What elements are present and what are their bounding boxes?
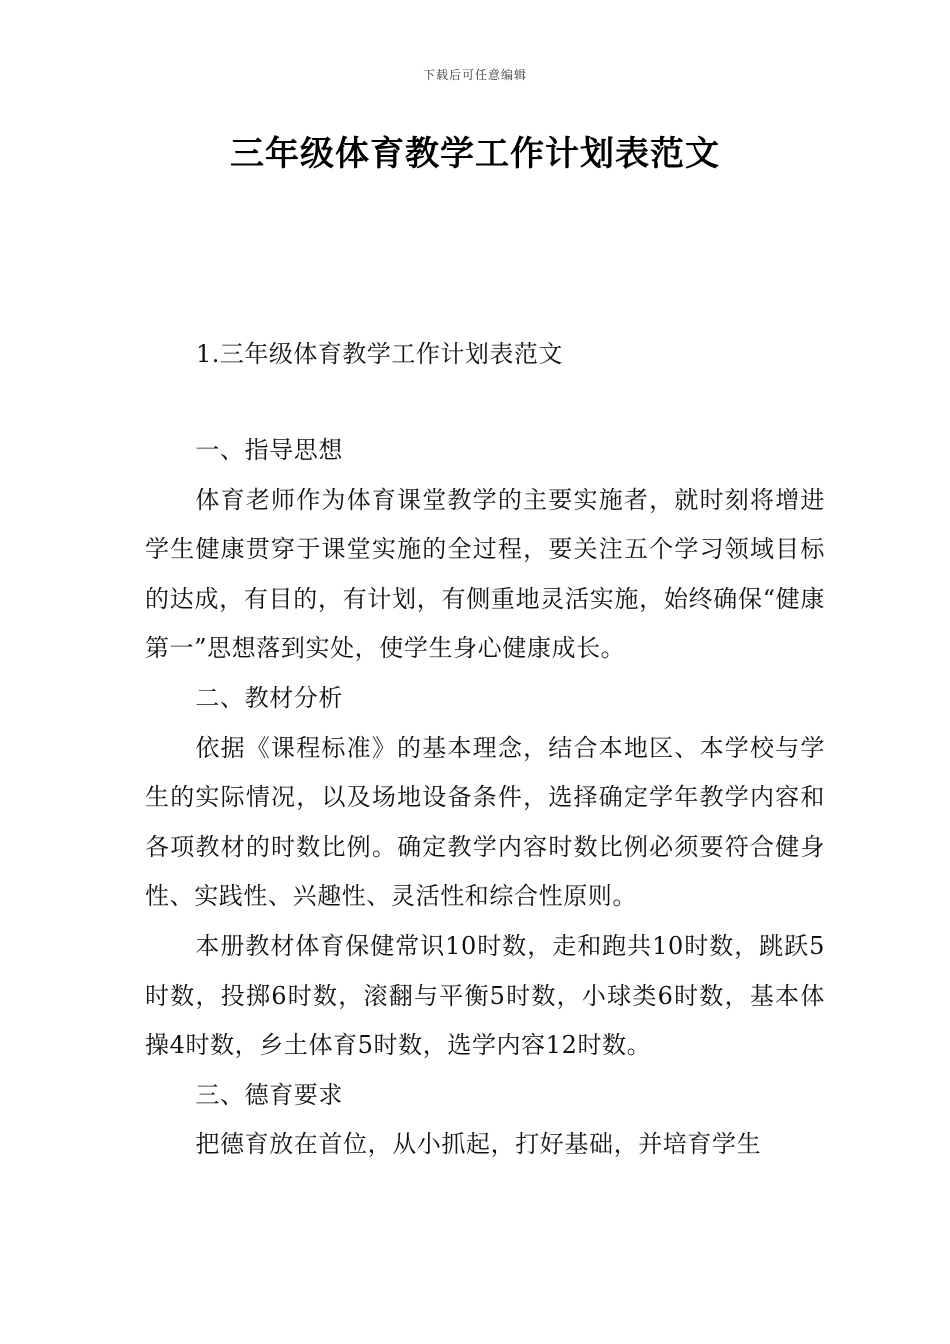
paragraph-moral-requirements: 把德育放在首位，从小抓起，打好基础，并培育学生 [195, 1130, 762, 1159]
section-title: 1.三年级体育教学工作计划表范文 [196, 340, 563, 368]
heading-material-analysis: 二、教材分析 [195, 683, 343, 712]
heading-moral-requirements: 三、德育要求 [195, 1080, 343, 1109]
document-title: 三年级体育教学工作计划表范文 [230, 134, 720, 174]
paragraph-guiding-ideology: 体育老师作为体育课堂教学的主要实施者，就时刻将增进学生健康贯穿于课堂实施的全过程，要关注五个学习领域目标的达成，有目的，有计划，有侧重地灵活实施，始终确保“健康第一”思想落到实处，使学生身心健康成长。 [145, 485, 825, 663]
paragraph-hours-allocation: 本册教材体育保健常识10时数，走和跑共10时数，跳跃5时数，投掷6时数，滚翻与平衡5时数，小球类6时数，基本体操4时数，乡土体育5时数，选学内容12时数。 [145, 931, 825, 1060]
header-note: 下载后可任意编辑 [422, 68, 527, 82]
paragraph-material-analysis: 依据《课程标准》的基本理念，结合本地区、本学校与学生的实际情况，以及场地设备条件，选择确定学年教学内容和各项教材的时数比例。确定教学内容时数比例必须要符合健身性、实践性、兴趣性、灵活性和综合性原则。 [145, 733, 825, 911]
heading-guiding-ideology: 一、指导思想 [195, 436, 343, 464]
document-body [145, 426, 825, 1170]
